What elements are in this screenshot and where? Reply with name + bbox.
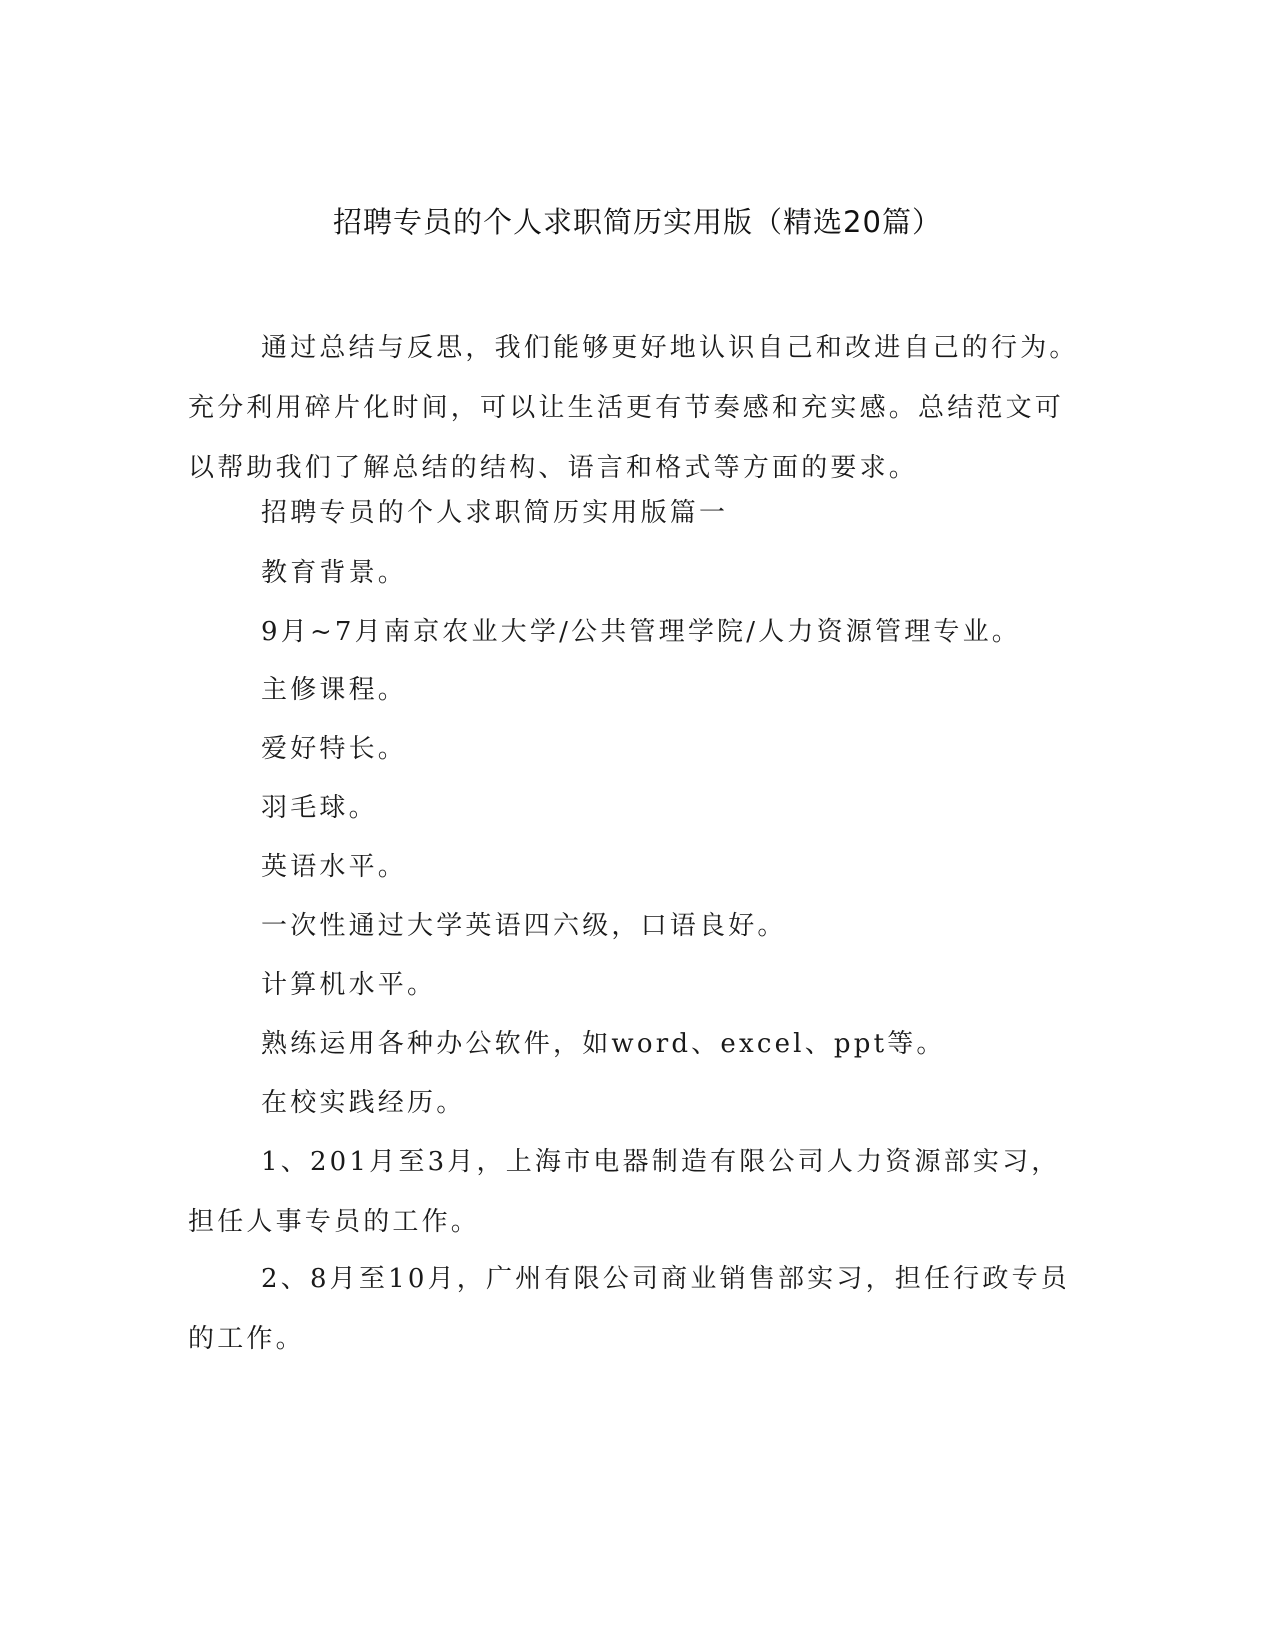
english-heading: 英语水平。 (261, 852, 408, 882)
hobbies-detail: 羽毛球。 (261, 793, 378, 823)
practice-heading: 在校实践经历。 (261, 1088, 466, 1118)
practice-item: 2、8月至10月，广州有限公司商业销售部实习，担任行政专员的工作。 (188, 1264, 1070, 1354)
english-detail: 一次性通过大学英语四六级，口语良好。 (261, 911, 787, 941)
education-heading: 教育背景。 (261, 558, 408, 588)
page-title: 招聘专员的个人求职简历实用版（精选20篇） (333, 205, 942, 239)
section-heading: 招聘专员的个人求职简历实用版篇一 (261, 498, 729, 528)
education-detail: 9月~7月南京农业大学/公共管理学院/人力资源管理专业。 (261, 617, 1021, 647)
hobbies-heading: 爱好特长。 (261, 734, 408, 764)
intro-paragraph: 通过总结与反思，我们能够更好地认识自己和改进自己的行为。充分利用碎片化时间，可以让生活更有节奏感和充实感。总结范文可以帮助我们了解总结的结构、语言和格式等方面的要求。 (188, 333, 1079, 483)
computer-heading: 计算机水平。 (261, 970, 437, 1000)
courses-heading: 主修课程。 (261, 675, 408, 705)
practice-item: 1、201月至3月，上海市电器制造有限公司人力资源部实习，担任人事专员的工作。 (188, 1147, 1061, 1237)
computer-detail: 熟练运用各种办公软件，如word、excel、ppt等。 (261, 1029, 946, 1059)
